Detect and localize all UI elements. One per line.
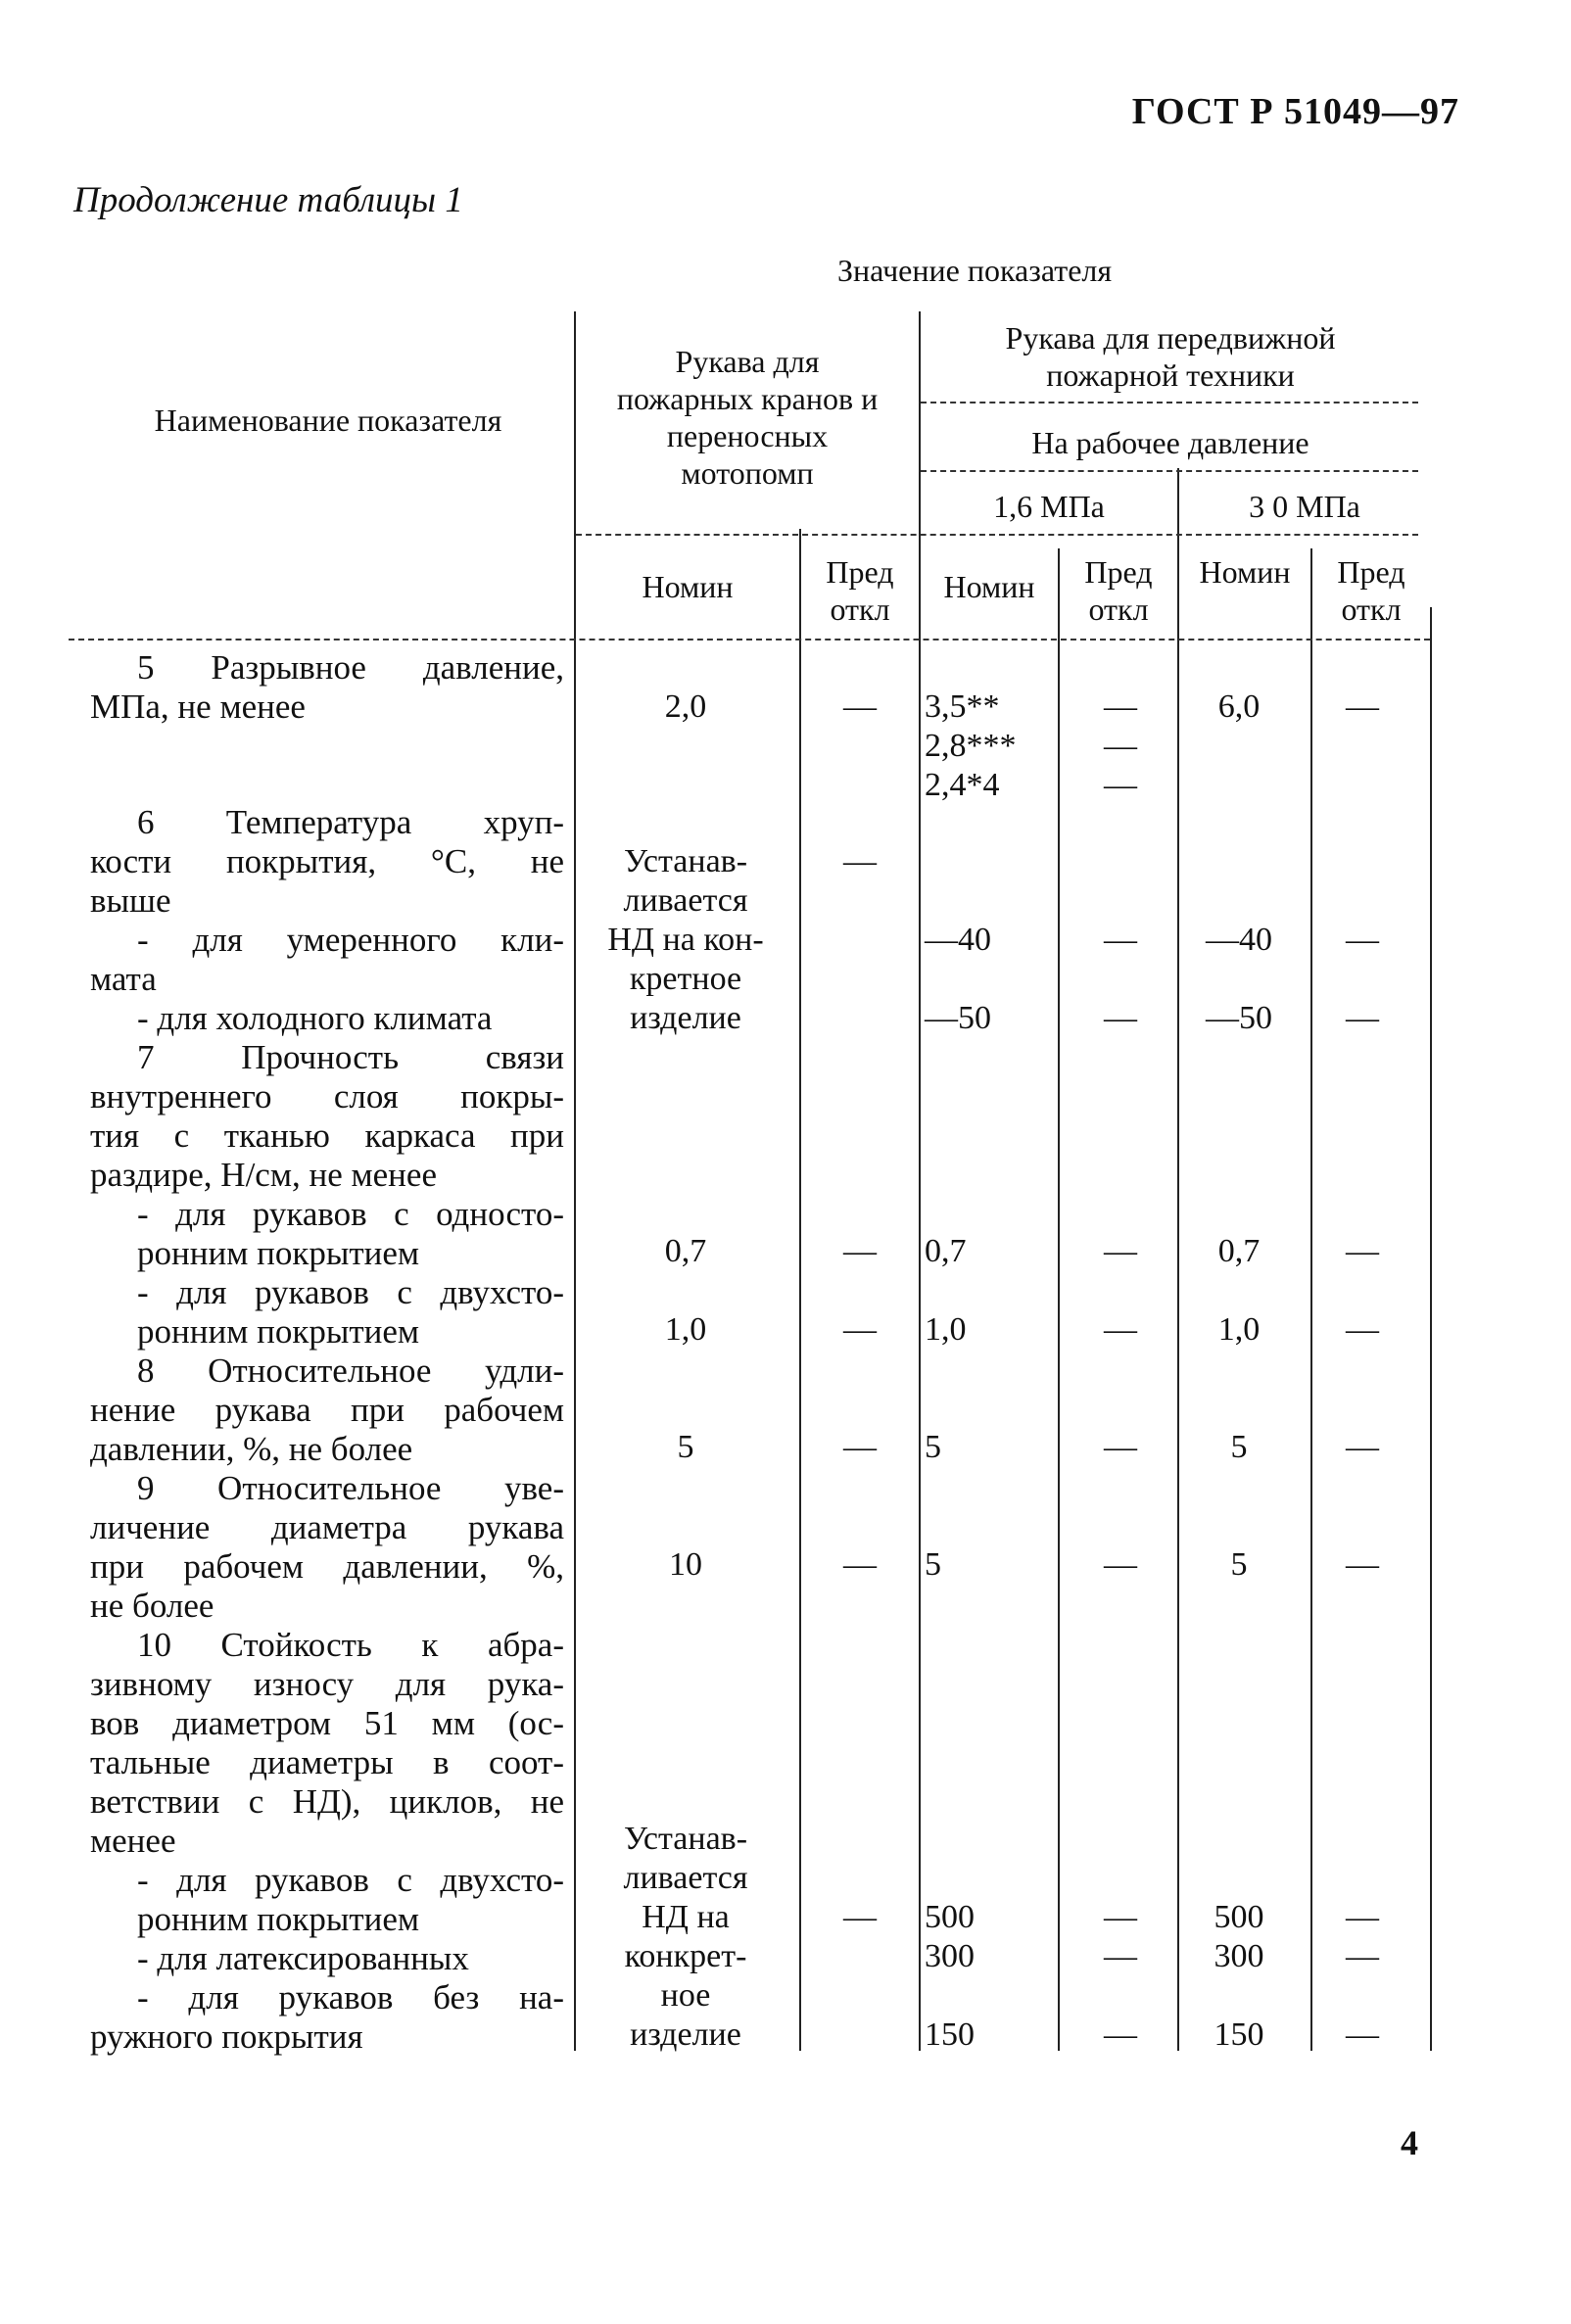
name-line: - для рукавов без на- xyxy=(137,1978,564,2016)
table-cell: — xyxy=(1346,922,1379,958)
table-cell: — xyxy=(1104,1899,1137,1935)
name-line: 5 Разрывное давление, xyxy=(137,648,564,687)
table-cell: — xyxy=(843,1311,877,1348)
rule-v-dev3 xyxy=(1310,548,1312,2051)
col-header-p1: 1,6 МПа xyxy=(993,489,1105,524)
table-cell: Устанав- xyxy=(623,843,748,879)
col-header-nom-1: Номин xyxy=(642,569,734,604)
table-cell: — xyxy=(1346,1546,1379,1583)
table-cell: — xyxy=(1104,1546,1137,1583)
table-cell: — xyxy=(1104,728,1137,764)
name-line: при рабочем давлении, %, xyxy=(90,1547,564,1586)
table-cell: — xyxy=(843,1899,877,1935)
col-header-name: Наименование показателя xyxy=(154,403,502,438)
table-cell: 500 xyxy=(925,1899,975,1935)
col-header-group1: Рукава для пожарных кранов и переносных мотопомп xyxy=(616,344,879,491)
table-cell: — xyxy=(1104,1000,1137,1036)
name-line: не более xyxy=(90,1587,214,1625)
name-line: выше xyxy=(90,881,171,920)
name-line: - для латексированных xyxy=(137,1939,469,1977)
name-line: раздире, Н/см, не менее xyxy=(90,1156,437,1194)
table-cell: 150 xyxy=(925,2016,975,2053)
name-line: вов диаметром 51 мм (ос- xyxy=(90,1704,564,1742)
table-cell: — xyxy=(1104,1429,1137,1465)
table-cell: — xyxy=(1346,1311,1379,1348)
rule-v-dev1 xyxy=(799,529,801,2051)
table-cell: 1,0 xyxy=(1217,1311,1261,1348)
name-line: 6 Температура хруп- xyxy=(137,803,564,841)
table-cell: НД на xyxy=(642,1899,730,1935)
table-cell: 5 xyxy=(925,1429,941,1465)
name-line: тия с тканью каркаса при xyxy=(90,1116,564,1155)
table-cell: 2,0 xyxy=(664,688,707,725)
name-line: - для рукавов с односто- xyxy=(137,1195,564,1233)
name-line: внутреннего слоя покры- xyxy=(90,1077,564,1115)
name-line: ветствии с НД), циклов, не xyxy=(90,1782,564,1821)
col-header-nom-3: Номин xyxy=(1199,554,1291,590)
table-cell: 5 xyxy=(925,1546,941,1583)
name-line: - для холодного климата xyxy=(137,999,493,1037)
table-cell: 1,0 xyxy=(664,1311,707,1348)
table-cell: — xyxy=(1104,1233,1137,1269)
table-cell: ливается xyxy=(623,1860,748,1896)
table-cell: 6,0 xyxy=(1217,688,1261,725)
table-cell: Устанав- xyxy=(623,1821,748,1857)
name-line: мата xyxy=(90,960,157,998)
name-line: - для умеренного кли- xyxy=(137,921,564,959)
table-cell: кретное xyxy=(629,961,742,997)
table-cell: изделие xyxy=(630,2016,741,2053)
name-line: 7 Прочность связи xyxy=(137,1038,564,1076)
table-cell: 5 xyxy=(1230,1429,1248,1465)
table-cell: — xyxy=(1104,1938,1137,1974)
table-cell: 300 xyxy=(1214,1938,1264,1974)
table-cell: — xyxy=(1346,1429,1379,1465)
name-line: нение рукава при рабочем xyxy=(90,1391,564,1429)
table-cell: 10 xyxy=(669,1546,702,1583)
page-number: 4 xyxy=(1401,2123,1418,2162)
rule-v-right xyxy=(1430,607,1432,2051)
value-caption: Значение показателя xyxy=(837,253,1113,288)
name-line: 8 Относительное удли- xyxy=(137,1352,564,1390)
table-cell: 5 xyxy=(1230,1546,1248,1583)
table-cell: ное xyxy=(660,1977,711,2014)
table-cell: — xyxy=(1346,1233,1379,1269)
table-cell: —50 xyxy=(925,1000,991,1036)
name-line: ронним покрытием xyxy=(137,1900,420,1938)
table-cell: ливается xyxy=(623,882,748,919)
table-cell: — xyxy=(1346,1938,1379,1974)
name-line: менее xyxy=(90,1822,176,1860)
name-line: - для рукавов с двухсто- xyxy=(137,1861,564,1899)
name-line: ронним покрытием xyxy=(137,1312,420,1351)
name-line: ронним покрытием xyxy=(137,1234,420,1272)
table-cell: 500 xyxy=(1214,1899,1264,1935)
table-cell: —40 xyxy=(1206,922,1272,958)
table-cell: — xyxy=(1104,2016,1137,2053)
col-header-nom-2: Номин xyxy=(943,569,1035,604)
table-cell: — xyxy=(1346,1899,1379,1935)
table-cell: 1,0 xyxy=(925,1311,967,1348)
table-cell: — xyxy=(843,1429,877,1465)
table-cell: — xyxy=(1346,1000,1379,1036)
col-header-pressure: На рабочее давление xyxy=(1031,425,1309,460)
name-line: тальные диаметры в соот- xyxy=(90,1743,564,1781)
table-cell: 5 xyxy=(677,1429,694,1465)
table-cell: —50 xyxy=(1206,1000,1272,1036)
table-cell: —40 xyxy=(925,922,991,958)
table-cell: — xyxy=(1104,767,1137,803)
name-line: кости покрытия, °С, не xyxy=(90,842,564,880)
table-cell: 2,4*4 xyxy=(925,767,1000,803)
col-header-dev-3: Пред откл xyxy=(1337,554,1405,627)
table-cell: — xyxy=(843,843,877,879)
table-cell: конкрет- xyxy=(624,1938,747,1974)
name-line: 10 Стойкость к абра- xyxy=(137,1626,564,1664)
table-cell: 300 xyxy=(925,1938,975,1974)
col-header-p2: 3 0 МПа xyxy=(1249,489,1360,524)
name-line: МПа, не менее xyxy=(90,688,306,726)
table-cell: 0,7 xyxy=(925,1233,967,1269)
table-cell: НД на кон- xyxy=(607,922,764,958)
table-cell: — xyxy=(843,1546,877,1583)
table-caption: Продолжение таблицы 1 xyxy=(73,180,463,220)
table-cell: 0,7 xyxy=(664,1233,707,1269)
table-cell: 2,8*** xyxy=(925,728,1017,764)
col-header-group2: Рукава для передвижной пожарной техники xyxy=(1005,320,1336,393)
table-cell: — xyxy=(1104,1311,1137,1348)
name-line: давлении, %, не более xyxy=(90,1430,413,1468)
table-cell: — xyxy=(1346,2016,1379,2053)
table-cell: 3,5** xyxy=(925,688,1000,725)
name-line: личение диаметра рукава xyxy=(90,1508,564,1546)
document-code: ГОСТ Р 51049—97 xyxy=(1131,91,1459,132)
rule-h-group2 xyxy=(921,402,1418,403)
table-cell: — xyxy=(1104,688,1137,725)
rule-h-header-bottom xyxy=(69,639,1430,640)
table-cell: изделие xyxy=(630,1000,741,1036)
rule-h-subhead xyxy=(576,534,1418,536)
table-cell: — xyxy=(1346,688,1379,725)
name-line: зивному износу для рука- xyxy=(90,1665,564,1703)
rule-h-pressure xyxy=(921,470,1418,472)
table-cell: — xyxy=(843,688,877,725)
col-header-dev-2: Пред откл xyxy=(1084,554,1153,627)
name-line: ружного покрытия xyxy=(90,2017,363,2056)
table-cell: 150 xyxy=(1214,2016,1264,2053)
col-header-dev-1: Пред откл xyxy=(826,554,894,627)
name-line: - для рукавов с двухсто- xyxy=(137,1273,564,1311)
table-cell: — xyxy=(1104,922,1137,958)
table-cell: — xyxy=(843,1233,877,1269)
name-line: 9 Относительное уве- xyxy=(137,1469,564,1507)
table-cell: 0,7 xyxy=(1217,1233,1261,1269)
